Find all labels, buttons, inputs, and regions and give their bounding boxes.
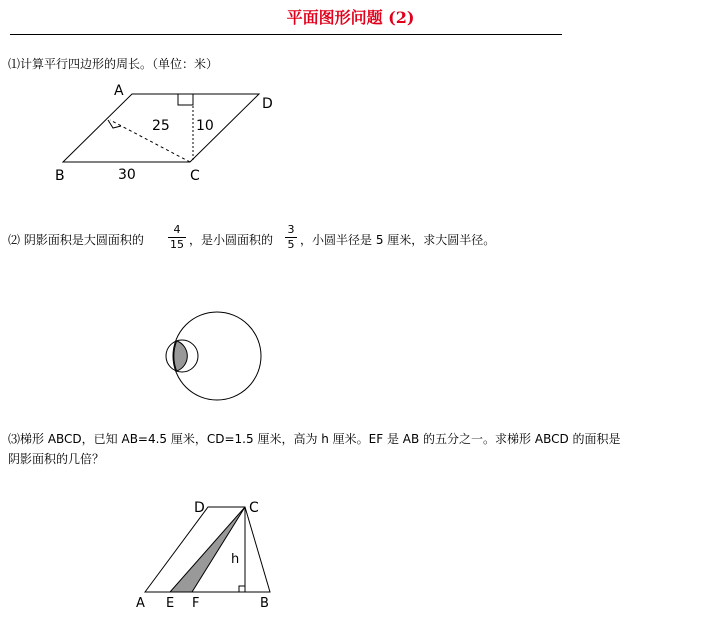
height-line-25 xyxy=(110,120,190,162)
point-label-e: E xyxy=(166,596,175,611)
shaded-triangle-cef xyxy=(170,507,245,592)
right-angle-mark-top xyxy=(178,94,193,105)
question-2-part1: ⑵ 阴影面积是大圆面积的 xyxy=(8,233,144,247)
height-label-h: h xyxy=(231,552,240,567)
circles-figure xyxy=(166,312,261,400)
vertex-label-c: C xyxy=(249,500,259,516)
question-2-part2: ，是小圆面积的 xyxy=(189,233,274,247)
fraction-denominator: 15 xyxy=(170,238,184,251)
page-title: 平面图形问题 (2) xyxy=(286,8,415,27)
question-3-line2: 阴影面积的几倍？ xyxy=(8,452,105,466)
vertex-label-b: B xyxy=(55,168,65,184)
fraction-numerator: 4 xyxy=(173,223,181,236)
vertex-label-a: A xyxy=(114,83,124,99)
point-label-f: F xyxy=(192,596,200,611)
length-label-10: 10 xyxy=(196,118,214,134)
length-label-25: 25 xyxy=(152,118,170,134)
question-2-part3: ，小圆半径是 5 厘米，求大圆半径。 xyxy=(300,233,496,247)
vertex-label-c: C xyxy=(190,168,200,184)
right-angle-mark-ab xyxy=(108,120,121,128)
vertex-label-d: D xyxy=(194,500,205,516)
fraction-denominator: 5 xyxy=(287,238,295,251)
vertex-label-a: A xyxy=(136,596,145,611)
length-label-30: 30 xyxy=(118,167,136,183)
vertex-label-b: B xyxy=(260,596,269,611)
trapezoid-figure xyxy=(145,507,270,592)
right-angle-mark xyxy=(239,586,245,592)
fraction-numerator: 3 xyxy=(287,223,295,236)
question-3-line1: ⑶梯形 ABCD，已知 AB=4.5 厘米，CD=1.5 厘米，高为 h 厘米。EF 是 AB 的五分之一。求梯形 ABCD 的面积是 xyxy=(8,432,621,446)
vertex-label-d: D xyxy=(262,96,273,112)
question-1-text: ⑴计算平行四边形的周长。（单位：米） xyxy=(8,57,219,71)
